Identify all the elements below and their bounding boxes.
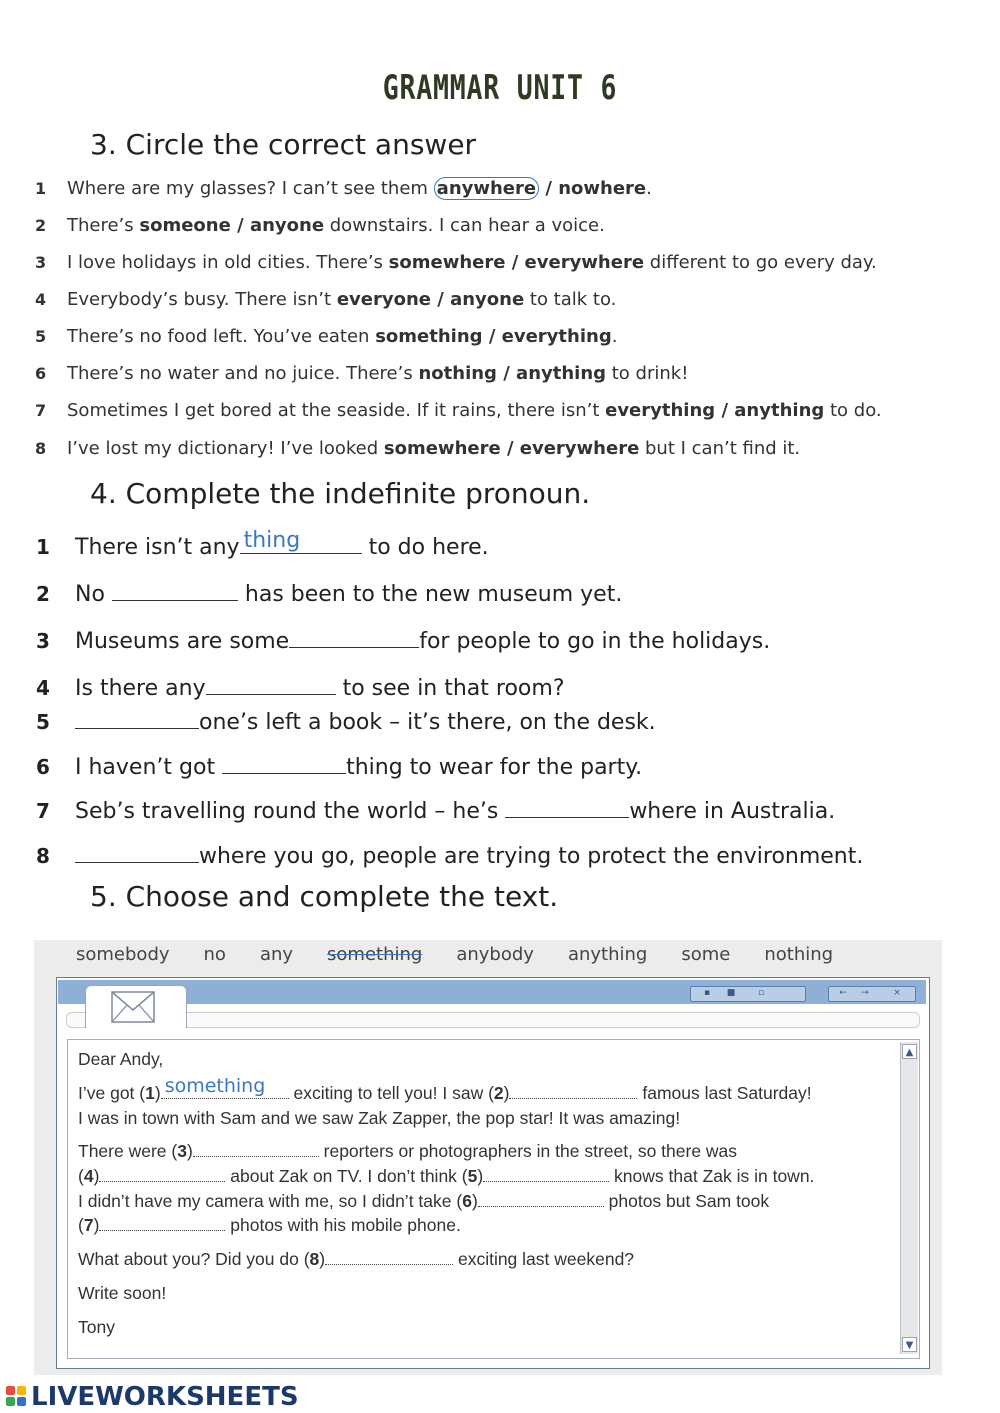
exercise3-item: 7 Sometimes I get bored at the seaside. If it rains, there isn’t everything / anything to do. bbox=[35, 400, 882, 421]
answer-blank[interactable] bbox=[99, 1167, 225, 1182]
delete-icon[interactable]: ▫ bbox=[757, 988, 765, 998]
option[interactable]: anything bbox=[516, 363, 607, 384]
word-bank-item[interactable]: somebody bbox=[76, 944, 170, 965]
close-icon[interactable]: × bbox=[893, 988, 901, 998]
answer-blank[interactable] bbox=[505, 797, 629, 818]
exercise4-heading: 4. Complete the indefinite pronoun. bbox=[90, 477, 591, 510]
word-bank-item-used[interactable]: something bbox=[327, 944, 423, 965]
scroll-up-icon[interactable]: ▲ bbox=[902, 1044, 917, 1059]
subject-field[interactable] bbox=[66, 1012, 920, 1028]
option[interactable]: anyone bbox=[249, 215, 325, 236]
option[interactable]: everywhere bbox=[519, 438, 640, 459]
option[interactable]: someone bbox=[139, 215, 231, 236]
option[interactable]: everything bbox=[605, 400, 716, 421]
answer-blank[interactable] bbox=[161, 1075, 289, 1099]
option[interactable]: nothing bbox=[418, 363, 497, 384]
exercise3-item: 5 There’s no food left. You’ve eaten something / everything. bbox=[35, 326, 618, 347]
exercise5-heading: 5. Choose and complete the text. bbox=[90, 880, 559, 913]
print-icon[interactable]: ▪ bbox=[703, 988, 711, 998]
answer-blank[interactable] bbox=[222, 753, 346, 774]
exercise3-item: 6 There’s no water and no juice. There’s nothing / anything to drink! bbox=[35, 363, 689, 384]
exercise4-item: 8 where you go, people are trying to protect the environment. bbox=[36, 844, 864, 869]
email-line: What about you? Did you do (8) exciting last weekend? bbox=[78, 1249, 635, 1269]
answer-blank[interactable] bbox=[99, 1216, 225, 1231]
logo-mark-icon bbox=[6, 1386, 28, 1408]
exercise4-item: 6 I haven’t got thing to wear for the party. bbox=[36, 755, 643, 780]
back-arrow-icon[interactable]: ← bbox=[839, 988, 847, 998]
nav-group bbox=[828, 986, 916, 1002]
email-greeting: Dear Andy, bbox=[78, 1049, 164, 1069]
scrollbar[interactable] bbox=[900, 1042, 918, 1354]
exercise3-heading: 3. Circle the correct answer bbox=[90, 128, 477, 161]
scroll-down-icon[interactable]: ▼ bbox=[902, 1337, 917, 1352]
answer-blank[interactable] bbox=[112, 580, 238, 601]
answer-blank[interactable] bbox=[206, 674, 336, 695]
exercise3-item: 4 Everybody’s busy. There isn’t everyone / anyone to talk to. bbox=[35, 289, 617, 310]
email-closing: Write soon! bbox=[78, 1283, 167, 1303]
page-title: GRAMMAR UNIT 6 bbox=[382, 68, 618, 108]
answer-blank[interactable] bbox=[483, 1167, 609, 1182]
option[interactable]: nowhere bbox=[558, 178, 647, 199]
word-bank bbox=[76, 944, 867, 965]
answer-text: thing bbox=[243, 528, 301, 553]
email-line: (4) about Zak on TV. I don’t think (5) knows that Zak is in town. bbox=[78, 1166, 815, 1186]
option[interactable]: something bbox=[375, 326, 483, 347]
word-bank-item[interactable]: nothing bbox=[764, 944, 834, 965]
word-bank-item[interactable]: any bbox=[259, 944, 294, 965]
option[interactable]: somewhere bbox=[388, 252, 506, 273]
forward-arrow-icon[interactable]: → bbox=[861, 988, 869, 998]
exercise3-item: 8 I’ve lost my dictionary! I’ve looked somewhere / everywhere but I can’t find it. bbox=[35, 438, 801, 459]
email-line: I didn’t have my camera with me, so I didn’t take (6) photos but Sam took bbox=[78, 1191, 770, 1211]
exercise3-item: 1 Where are my glasses? I can’t see them anywhere / nowhere. bbox=[35, 178, 652, 199]
email-line: I’ve got (1) something exciting to tell you! I saw (2) famous last Saturday! bbox=[78, 1075, 812, 1103]
answer-blank[interactable] bbox=[509, 1084, 637, 1099]
email-line: (7) photos with his mobile phone. bbox=[78, 1215, 461, 1235]
answer-blank[interactable] bbox=[193, 1142, 319, 1157]
word-bank-item[interactable]: some bbox=[681, 944, 731, 965]
exercise3-item: 3 I love holidays in old cities. There’s somewhere / everywhere different to go every day. bbox=[35, 252, 877, 273]
answer-blank[interactable] bbox=[240, 528, 362, 554]
save-icon[interactable]: ■ bbox=[726, 988, 736, 998]
answer-blank[interactable] bbox=[75, 842, 199, 863]
word-bank-item[interactable]: anything bbox=[567, 944, 648, 965]
option[interactable]: everything bbox=[501, 326, 612, 347]
exercise4-item: 3 Museums are some for people to go in the holidays. bbox=[36, 629, 771, 654]
exercise4-item: 2 No has been to the new museum yet. bbox=[36, 582, 623, 607]
email-line: There were (3) reporters or photographers in the street, so there was bbox=[78, 1141, 738, 1161]
toolbar-group bbox=[690, 986, 806, 1002]
option[interactable]: anyone bbox=[450, 289, 525, 310]
word-bank-item[interactable]: no bbox=[203, 944, 226, 965]
option[interactable]: everyone bbox=[336, 289, 431, 310]
exercise4-item: 1 There isn’t any thing to do here. bbox=[36, 528, 489, 560]
answer-blank[interactable] bbox=[289, 627, 419, 648]
exercise4-item: 4 Is there any to see in that room? bbox=[36, 676, 565, 701]
email-signature: Tony bbox=[78, 1317, 115, 1337]
exercise4-item: 5 one’s left a book – it’s there, on the desk. bbox=[36, 710, 656, 735]
option[interactable]: somewhere bbox=[383, 438, 501, 459]
word-bank-item[interactable]: anybody bbox=[456, 944, 534, 965]
option[interactable]: everywhere bbox=[524, 252, 645, 273]
exercise3-item: 2 There’s someone / anyone downstairs. I can hear a voice. bbox=[35, 215, 605, 236]
envelope-icon bbox=[110, 990, 156, 1024]
answer-blank[interactable] bbox=[478, 1192, 604, 1207]
option[interactable]: anything bbox=[734, 400, 825, 421]
answer-text: something bbox=[164, 1075, 266, 1097]
email-line: I was in town with Sam and we saw Zak Zapper, the pop star! It was amazing! bbox=[78, 1108, 681, 1128]
answer-blank[interactable] bbox=[75, 708, 199, 729]
liveworksheets-logo: LIVEWORKSHEETS bbox=[6, 1382, 299, 1412]
exercise4-item: 7 Seb’s travelling round the world – he’s where in Australia. bbox=[36, 799, 836, 824]
option-circled[interactable]: anywhere bbox=[434, 177, 539, 200]
answer-blank[interactable] bbox=[325, 1250, 453, 1265]
